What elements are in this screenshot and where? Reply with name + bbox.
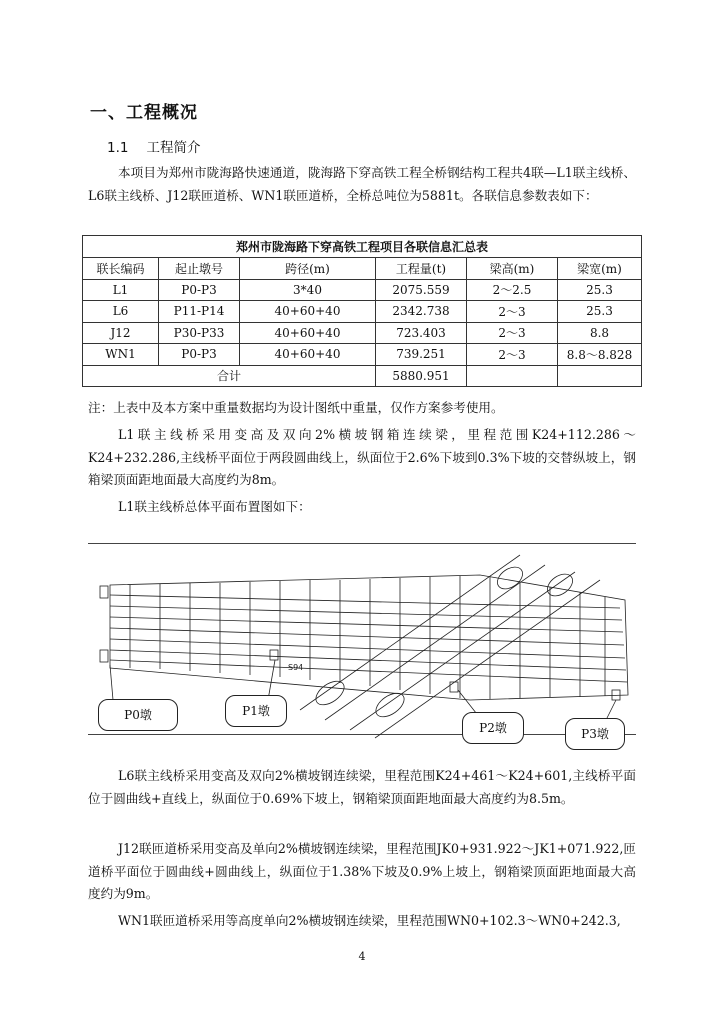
table-cell: P0-P3: [159, 344, 240, 366]
table-header: 联长编码: [83, 258, 159, 280]
table-cell: 8.8～8.828: [558, 344, 642, 366]
j12-paragraph: J12联匝道桥采用变高及单向2%横坡钢连续梁，里程范围JK0+931.922～JK1+071.922,匝道桥平面位于圆曲线+圆曲线上，纵面位于1.38%下坡及0.9%上坡上，钢箱梁顶面距地面最大高度约为9m。: [88, 841, 636, 901]
pier-marker: [100, 586, 108, 598]
wn1-paragraph: WN1联匝道桥采用等高度单向2%横坡钢连续梁，里程范围WN0+102.3～WN0+242.3,: [118, 913, 621, 928]
table-cell: 2～3: [467, 301, 558, 323]
girder-line: [110, 660, 627, 682]
table-cell: 25.3: [558, 301, 642, 323]
girder-line: [110, 650, 626, 670]
table-cell: 2075.559: [376, 279, 467, 301]
leader-line: [110, 665, 113, 700]
table-total-label: 合计: [83, 365, 376, 387]
table-header: 起止墩号: [159, 258, 240, 280]
table-cell: P30-P33: [159, 322, 240, 344]
pier-ellipse: [312, 676, 349, 709]
pier-callout-p2: P2墩: [462, 712, 524, 744]
table-header: 梁宽(m): [558, 258, 642, 280]
leader-line: [268, 660, 275, 700]
table-cell: WN1: [83, 344, 159, 366]
table-cell: P0-P3: [159, 279, 240, 301]
table-total-value: 5880.951: [376, 365, 467, 387]
l1-plan-caption: L1联主线桥总体平面布置图如下：: [118, 499, 311, 514]
subsection-number: 1.1: [107, 140, 129, 156]
table-cell: 25.3: [558, 279, 642, 301]
table-cell: P11-P14: [159, 301, 240, 323]
table-cell: L1: [83, 279, 159, 301]
girder-line: [110, 606, 622, 620]
table-cell: 8.8: [558, 322, 642, 344]
diagram-small-label: S94: [288, 663, 304, 672]
girder-line: [110, 617, 623, 632]
girder-line: [110, 595, 620, 608]
table-cell: 2～3: [467, 344, 558, 366]
page-number: 4: [358, 950, 366, 963]
l1-paragraph: L1联主线桥采用变高及双向2%横坡钢箱连续梁，里程范围K24+112.286～K24+232.286,主线桥平面位于两段圆曲线上，纵面位于2.6%下坡到0.3%下坡的交替纵坡上，钢箱梁顶面距地面最大高度约为8m。: [88, 427, 636, 487]
table-cell: 2～3: [467, 322, 558, 344]
pier-marker: [100, 650, 108, 662]
pier-callout-p1: P1墩: [225, 695, 287, 727]
table-cell: 723.403: [376, 322, 467, 344]
subsection-title: 工程简介: [146, 140, 201, 156]
pier-callout-p0: P0墩: [98, 699, 178, 731]
table-title: 郑州市陇海路下穿高铁工程项目各联信息汇总表: [83, 236, 642, 258]
girder-line: [110, 639, 625, 658]
pier-marker: [270, 650, 278, 660]
table-cell: L6: [83, 301, 159, 323]
table-header: 跨径(m): [240, 258, 376, 280]
table-cell: 40+60+40: [240, 344, 376, 366]
pier-callout-p3: P3墩: [565, 718, 625, 750]
rail-line: [300, 555, 520, 710]
table-cell: 40+60+40: [240, 301, 376, 323]
table-cell: 3*40: [240, 279, 376, 301]
l6-paragraph: L6联主线桥采用变高及双向2%横坡钢连续梁，里程范围K24+461～K24+601,主线桥平面位于圆曲线+直线上，纵面位于0.69%下坡上，钢箱梁顶面距地面最大高度约为8.5m。: [88, 768, 636, 806]
pier-marker: [450, 682, 458, 692]
table-cell: 40+60+40: [240, 322, 376, 344]
pier-ellipse: [493, 563, 526, 594]
table-header: 梁高(m): [467, 258, 558, 280]
section-heading: 一、工程概况: [90, 103, 198, 123]
table-cell: 2342.738: [376, 301, 467, 323]
table-note: 注：上表中及本方案中重量数据均为设计图纸中重量，仅作方案参考使用。: [88, 400, 504, 415]
intro-paragraph: 本项目为郑州市陇海路快速通道，陇海路下穿高铁工程全桥钢结构工程共4联—L1联主线桥、L6联主线桥、J12联匝道桥、WN1联匝道桥，全桥总吨位为5881t。各联信息参数表如下：: [88, 165, 636, 203]
girder-line: [110, 628, 624, 645]
table-header: 工程量(t): [376, 258, 467, 280]
table-cell: J12: [83, 322, 159, 344]
table-cell: 739.251: [376, 344, 467, 366]
table-cell: 2～2.5: [467, 279, 558, 301]
